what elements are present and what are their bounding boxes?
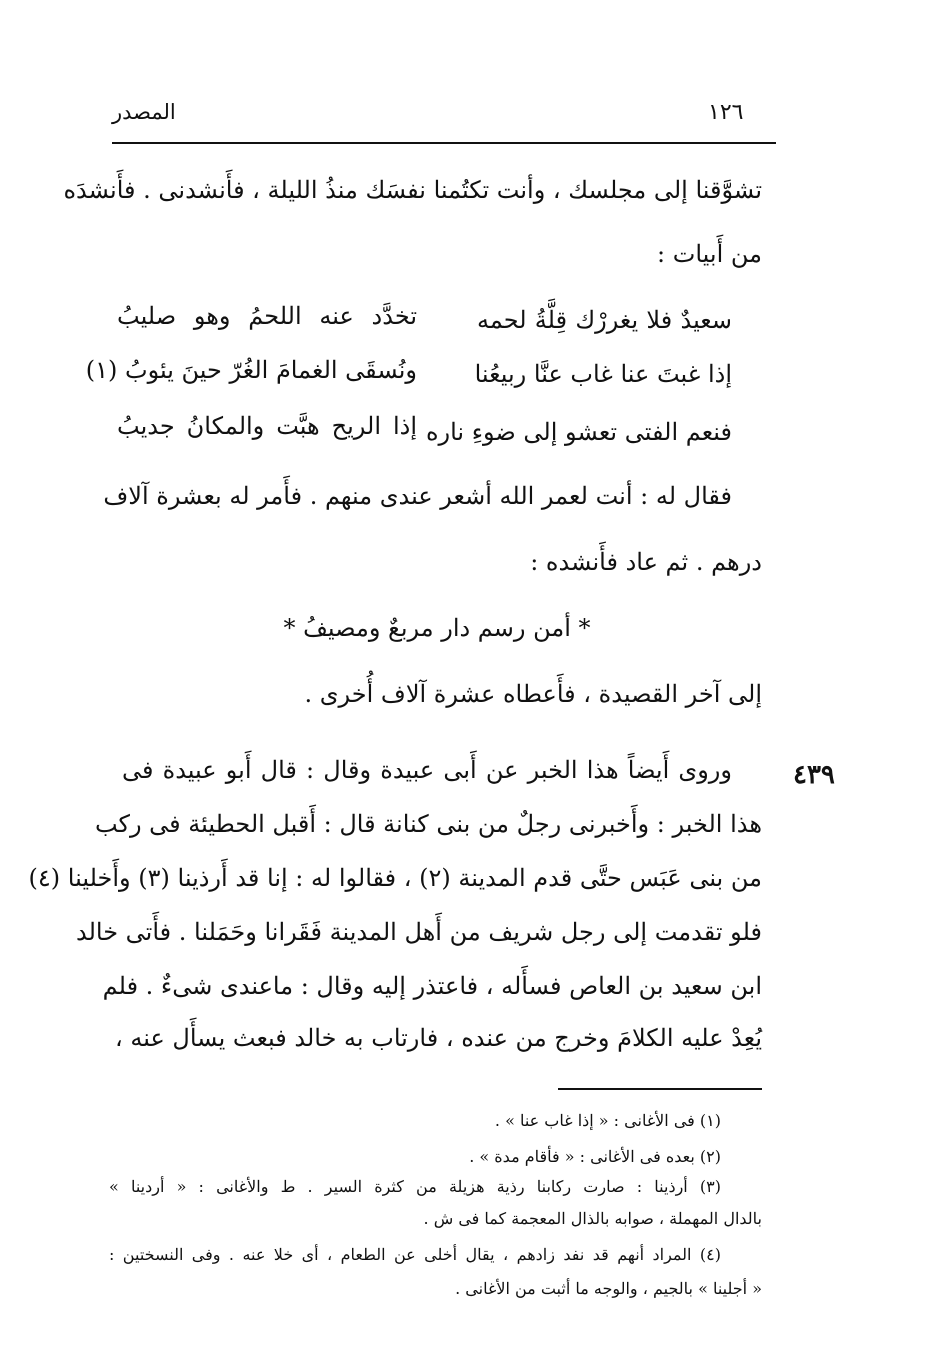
verse-hemistich: إذا الريح هبَّت والمكانُ جديبُ	[117, 412, 417, 440]
text-line: درهم . ثم عاد فأَنشده :	[530, 548, 762, 576]
verse-hemistich: فنعم الفتى تعشو إلى ضوءِ ناره	[425, 418, 732, 446]
footnote-rule	[558, 1088, 762, 1090]
verse-hemistich: إذا غبتَ عنا غاب عنَّا ربيعُنا	[474, 360, 732, 388]
footnote: (٤) المراد أنهم قد نفد زادهم ، يقال أخلى عن الطعام ، أى خلا عنه . وفى النسختين :	[109, 1245, 721, 1264]
centered-verse: * أمن رسم دار مربعٌ ومصيفُ *	[283, 614, 591, 642]
footnote-continuation: بالدال المهملة ، صوابه بالذال المعجمة كما فى ش .	[423, 1209, 762, 1228]
footnote: (٢) بعده فى الأغانى : « فأقام مدة » .	[469, 1147, 721, 1166]
text-line: هذا الخبر : وأَخبرنى رجلٌ من بنى كنانة قال : أَقبل الحطيئة فى ركب	[94, 810, 762, 838]
page-number: ١٢٦	[708, 100, 744, 125]
verse-hemistich: سعيدٌ فلا يغررْك قِلَّةُ لحمه	[477, 306, 732, 334]
verse-hemistich: ونُسقَى الغمامَ الغُرّ حينَ يئوبُ (١)	[85, 356, 417, 384]
text-line: ابن سعيد بن العاص فسأَله ، فاعتذر إليه وقال : ماعندى شىءٌ . فلم	[102, 972, 762, 1000]
text-line: فقال له : أنت لعمر الله أشعر عندى منهم . فأَمر له بعشرة آلاف	[103, 482, 732, 510]
running-title: المصدر	[112, 100, 176, 124]
verse-hemistich: تخدَّد عنه اللحمُ وهو صليبُ	[117, 302, 417, 330]
text-line: إلى آخر القصيدة ، فأَعطاه عشرة آلاف أُخرى .	[304, 680, 762, 708]
header-rule	[112, 142, 776, 144]
text-line: من أَبيات :	[657, 240, 762, 268]
text-line: فلو تقدمت إلى رجل شريف من أَهل المدينة فَقَرانا وحَمَلنا . فأَتى خالد	[75, 918, 762, 946]
text-line: وروى أَيضاً هذا الخبر عن أَبى عبيدة وقال : قال أَبو عبيدة فى	[122, 756, 732, 784]
text-line: يُعِدْ عليه الكلامَ وخرج من عنده ، فارتاب به خالد فبعث يسأَل عنه ،	[114, 1024, 762, 1052]
footnote: (٣) أرذينا : صارت ركابنا رذية هزيلة من كثرة السير . ط والأغانى : « أردينا »	[109, 1177, 721, 1196]
margin-number: ٤٣٩	[793, 760, 835, 790]
text-line: من بنى عَبَس حتَّى قدم المدينة (٢) ، فقالوا له : إنا قد أَرذينا (٣) وأَخلينا (٤)	[28, 864, 762, 892]
footnote-continuation: « أجلينا » بالجيم ، والوجه ما أثبت من الأغانى .	[455, 1279, 762, 1298]
footnote: (١) فى الأغانى : « إذا غاب عنا » .	[494, 1111, 721, 1130]
text-line: تشوَّقنا إلى مجلسك ، وأنت تكتُمنا نفسَك منذُ الليلة ، فأَنشدنى . فأَنشدَه	[63, 176, 762, 204]
